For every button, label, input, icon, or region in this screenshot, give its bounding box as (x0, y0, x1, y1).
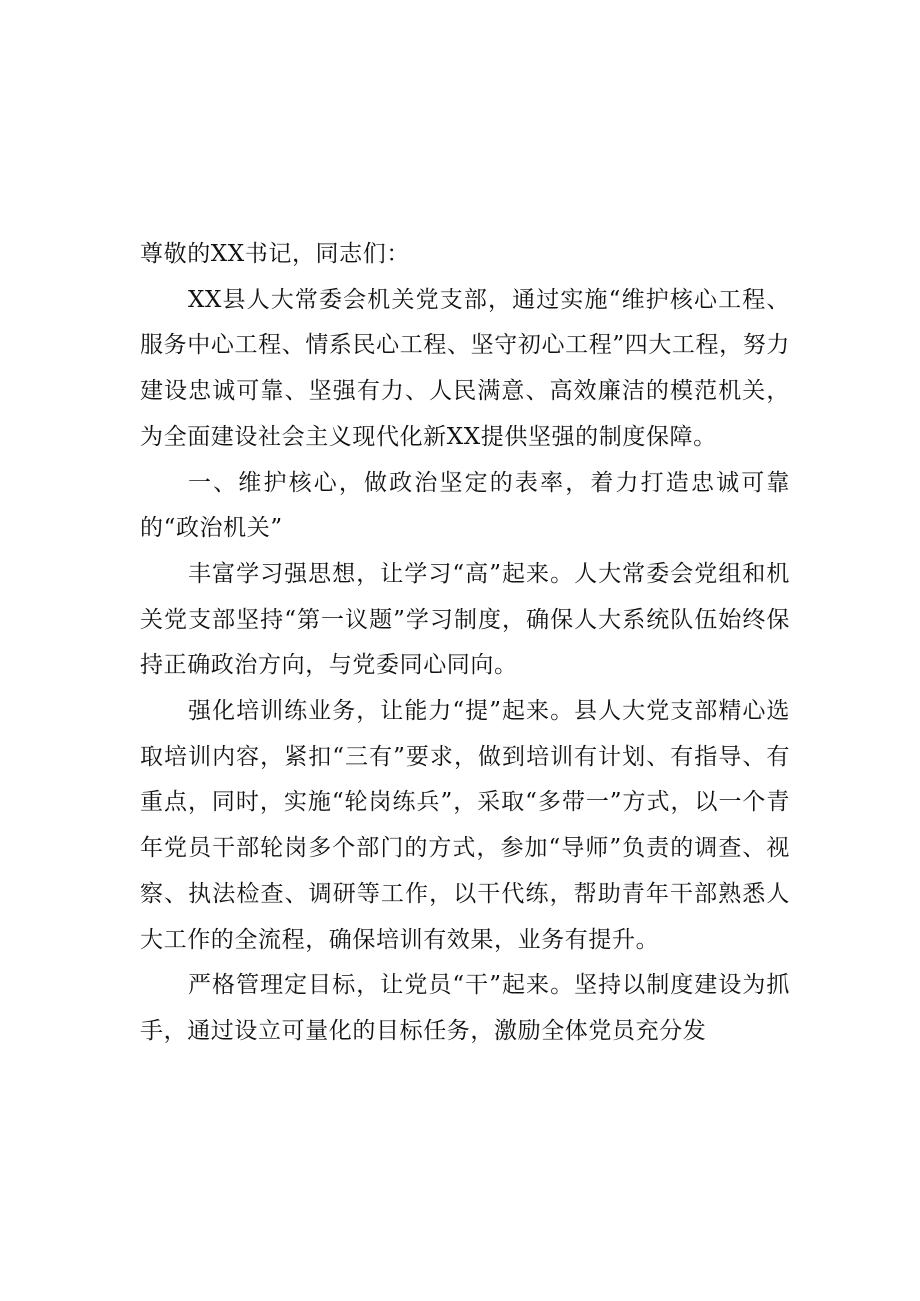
body-paragraph: 强化培训练业务，让能力“提”起来。县人大党支部精心选取培训内容，紧扣“三有”要求，做到培训有计划、有指导、有重点，同时，实施“轮岗练兵”，采取“多带一”方式，以一个青年党员干部轮岗多个部门的方式，参加“导师”负责的调查、视察、执法检查、调研等工作，以干代练，帮助青年干部熟悉人大工作的全流程，确保培训有效果，业务有提升。 (140, 698, 790, 953)
salutation: 尊敬的XX书记，同志们： (140, 241, 410, 267)
body-paragraph: 严格管理定目标，让党员“干”起来。坚持以制度建设为抓手，通过设立可量化的目标任务，激励全体党员充分发 (140, 972, 790, 1044)
document-body (140, 232, 790, 1055)
intro-paragraph: XX县人大常委会机关党支部，通过实施“维护核心工程、服务中心工程、情系民心工程、坚守初心工程”四大工程，努力建设忠诚可靠、坚强有力、人民满意、高效廉洁的模范机关，为全面建设社会主义现代化新XX提供坚强的制度保障。 (140, 286, 790, 450)
body-paragraph: 丰富学习强思想，让学习“高”起来。人大常委会党组和机关党支部坚持“第一议题”学习制度，确保人大系统队伍始终保持正确政治方向，与党委同心同向。 (140, 560, 790, 679)
section-heading: 一、维护核心，做政治坚定的表率，着力打造忠诚可靠的“政治机关” (140, 469, 790, 542)
